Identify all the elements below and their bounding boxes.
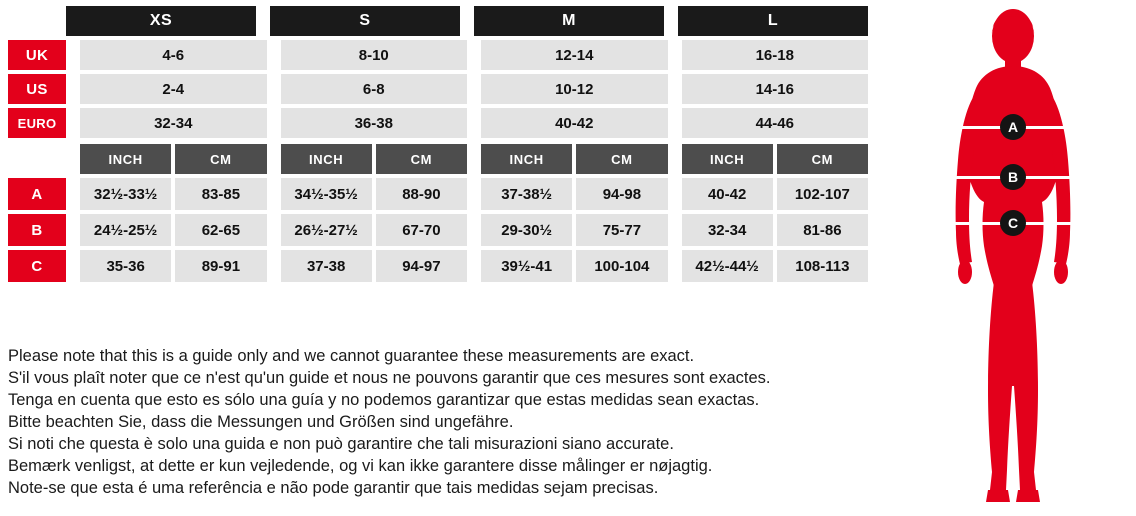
us-l-value: 14-16 <box>682 74 869 104</box>
header-row-spacer <box>8 6 66 36</box>
row-label-euro: EURO <box>8 108 66 138</box>
size-header-s: S <box>270 6 460 36</box>
c-m-inch: 39½-41 <box>481 250 572 282</box>
euro-l-value: 44-46 <box>682 108 869 138</box>
a-m-group <box>481 178 668 210</box>
uk-m-group <box>481 40 668 70</box>
row-gap <box>66 108 80 138</box>
table-row-c <box>8 250 868 282</box>
us-s-group <box>281 74 468 104</box>
row-label-a: A <box>8 178 66 210</box>
uk-l-group <box>682 40 869 70</box>
body-measurement-figure <box>908 4 1118 512</box>
uk-l-value: 16-18 <box>682 40 869 70</box>
unit-header-l-cm: CM <box>777 144 868 174</box>
note-de: Bitte beachten Sie, dass die Messungen und Größen sind ungefähre. <box>8 413 514 431</box>
row-gap <box>66 40 80 70</box>
row-gap <box>66 214 80 246</box>
row-label-b: B <box>8 214 66 246</box>
euro-m-group <box>481 108 668 138</box>
size-header-group-xs <box>66 6 256 36</box>
row-gap <box>66 250 80 282</box>
table-row-uk <box>8 40 868 70</box>
row-gap <box>66 144 80 174</box>
us-xs-group <box>80 74 267 104</box>
c-l-cm: 108-113 <box>777 250 868 282</box>
euro-s-value: 36-38 <box>281 108 468 138</box>
euro-l-group <box>682 108 869 138</box>
euro-xs-value: 32-34 <box>80 108 267 138</box>
b-s-group <box>281 214 468 246</box>
note-pt: Note-se que esta é uma referência e não pode garantir que tais medidas sejam precisas. <box>8 479 659 497</box>
note-es: Tenga en cuenta que esto es sólo una guía y no podemos garantizar que estas medidas sean exactas. <box>8 391 760 409</box>
a-xs-group <box>80 178 267 210</box>
size-header-row <box>8 6 868 36</box>
uk-m-value: 12-14 <box>481 40 668 70</box>
c-s-group <box>281 250 468 282</box>
size-header-l: L <box>678 6 868 36</box>
unit-header-s <box>281 144 468 174</box>
c-xs-cm: 89-91 <box>175 250 266 282</box>
unit-header-m-cm: CM <box>576 144 667 174</box>
size-header-group-m <box>474 6 664 36</box>
unit-header-xs-cm: CM <box>175 144 266 174</box>
a-l-group <box>682 178 869 210</box>
size-header-m: M <box>474 6 664 36</box>
note-fr: S'il vous plaît noter que ce n'est qu'un guide et nous ne pouvons garantir que ces mesures sont exactes. <box>8 369 771 387</box>
size-header-xs: XS <box>66 6 256 36</box>
unit-header-s-inch: INCH <box>281 144 372 174</box>
c-xs-group <box>80 250 267 282</box>
b-l-group <box>682 214 869 246</box>
table-row-euro <box>8 108 868 138</box>
table-row-us <box>8 74 868 104</box>
us-m-group <box>481 74 668 104</box>
uk-s-group <box>281 40 468 70</box>
marker-a-label: A <box>1007 119 1019 135</box>
uk-xs-group <box>80 40 267 70</box>
a-m-cm: 94-98 <box>576 178 667 210</box>
b-m-group <box>481 214 668 246</box>
c-l-inch: 42½-44½ <box>682 250 773 282</box>
unit-header-m <box>481 144 668 174</box>
us-xs-value: 2-4 <box>80 74 267 104</box>
euro-s-group <box>281 108 468 138</box>
unit-header-xs <box>80 144 267 174</box>
disclaimer-notes <box>8 345 888 499</box>
unit-header-xs-inch: INCH <box>80 144 171 174</box>
a-s-cm: 88-90 <box>376 178 467 210</box>
b-m-cm: 75-77 <box>576 214 667 246</box>
note-da: Bemærk venligst, at dette er kun vejledende, og vi kan ikke garantere disse målinger er nøjagtig. <box>8 457 713 475</box>
a-xs-inch: 32½-33½ <box>80 178 171 210</box>
us-m-value: 10-12 <box>481 74 668 104</box>
note-en: Please note that this is a guide only and we cannot guarantee these measurements are exact. <box>8 347 695 365</box>
row-gap <box>66 178 80 210</box>
a-m-inch: 37-38½ <box>481 178 572 210</box>
size-header-group-l <box>678 6 868 36</box>
c-m-cm: 100-104 <box>576 250 667 282</box>
size-header-group-s <box>270 6 460 36</box>
table-row-a <box>8 178 868 210</box>
unit-row-spacer <box>8 144 66 174</box>
euro-xs-group <box>80 108 267 138</box>
unit-header-m-inch: INCH <box>481 144 572 174</box>
c-l-group <box>682 250 869 282</box>
b-s-inch: 26½-27½ <box>281 214 372 246</box>
a-s-inch: 34½-35½ <box>281 178 372 210</box>
a-l-inch: 40-42 <box>682 178 773 210</box>
b-s-cm: 67-70 <box>376 214 467 246</box>
female-body-silhouette-icon <box>908 4 1118 512</box>
row-label-uk: UK <box>8 40 66 70</box>
unit-header-row <box>8 144 868 174</box>
b-m-inch: 29-30½ <box>481 214 572 246</box>
c-s-inch: 37-38 <box>281 250 372 282</box>
row-label-c: C <box>8 250 66 282</box>
unit-header-s-cm: CM <box>376 144 467 174</box>
unit-header-l <box>682 144 869 174</box>
uk-s-value: 8-10 <box>281 40 468 70</box>
note-it: Si noti che questa è solo una guida e non può garantire che tali misurazioni siano accurate. <box>8 435 674 453</box>
marker-b-label: B <box>1007 169 1019 185</box>
marker-a <box>1000 114 1026 140</box>
row-label-us: US <box>8 74 66 104</box>
euro-m-value: 40-42 <box>481 108 668 138</box>
b-l-cm: 81-86 <box>777 214 868 246</box>
uk-xs-value: 4-6 <box>80 40 267 70</box>
marker-b <box>1000 164 1026 190</box>
a-l-cm: 102-107 <box>777 178 868 210</box>
row-gap <box>66 74 80 104</box>
marker-c <box>1000 210 1026 236</box>
us-s-value: 6-8 <box>281 74 468 104</box>
unit-header-l-inch: INCH <box>682 144 773 174</box>
c-xs-inch: 35-36 <box>80 250 171 282</box>
b-xs-inch: 24½-25½ <box>80 214 171 246</box>
c-m-group <box>481 250 668 282</box>
marker-c-label: C <box>1007 215 1019 231</box>
table-row-b <box>8 214 868 246</box>
a-xs-cm: 83-85 <box>175 178 266 210</box>
c-s-cm: 94-97 <box>376 250 467 282</box>
b-xs-group <box>80 214 267 246</box>
b-xs-cm: 62-65 <box>175 214 266 246</box>
size-chart-table <box>8 6 868 316</box>
a-s-group <box>281 178 468 210</box>
b-l-inch: 32-34 <box>682 214 773 246</box>
us-l-group <box>682 74 869 104</box>
